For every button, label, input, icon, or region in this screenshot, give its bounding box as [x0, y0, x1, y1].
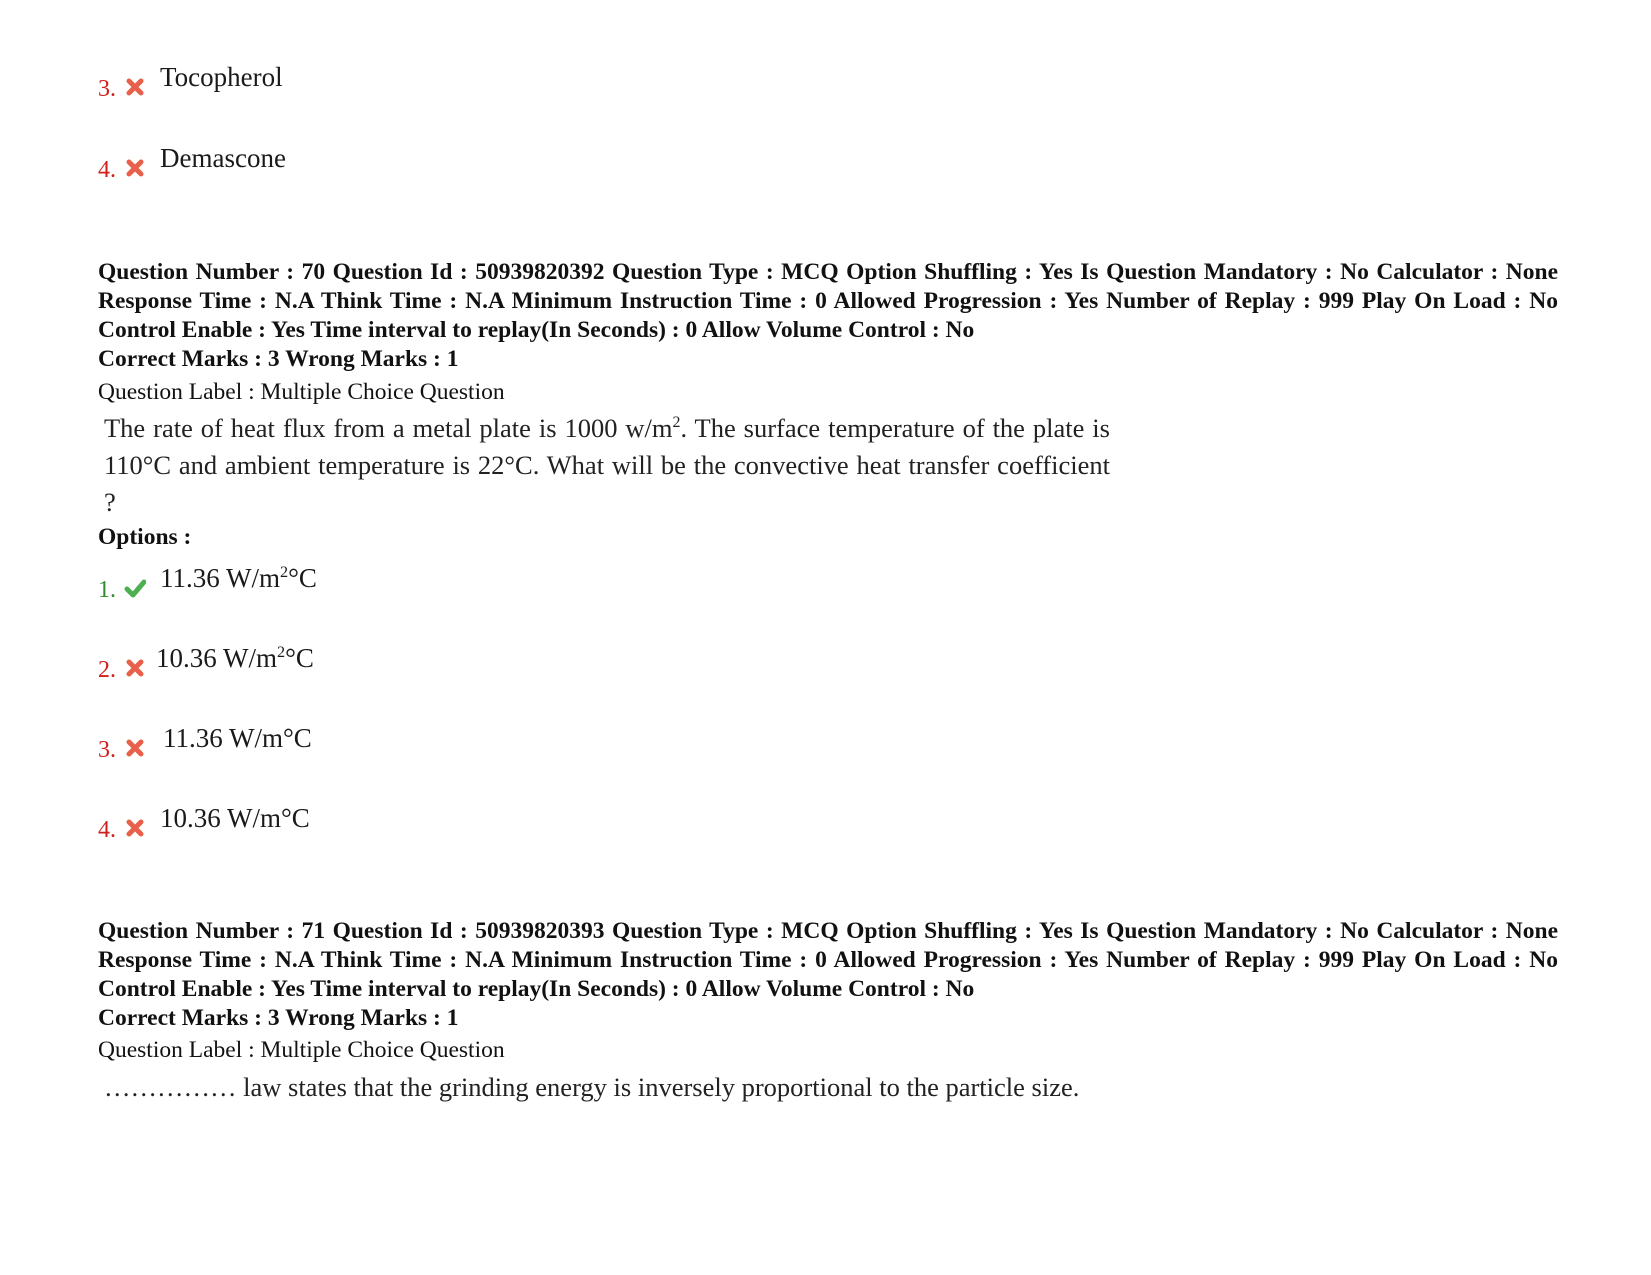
question-71-meta: Question Number : 71 Question Id : 50939820393 Question Type : MCQ Option Shuffling : Yes Is Question Mandatory : No Calculator : None Response Time : N.A Think Time : N.A Minimum Instruction Time : 0 Allowed Progression : Yes Number of Replay : 999 Play On Load : No Control Enable : Yes Time interval to replay(In Seconds) : 0 Allow Volume Control : No [98, 918, 1558, 1002]
option-text: Tocopherol [160, 62, 283, 92]
question-70-text: The rate of heat flux from a metal plate is 1000 $w/m^2$. The surface temperature of the plate is 110°C and ambient temperature is 22°C. What will be the convective heat transfer coefficient ? [104, 413, 1110, 517]
question-70-label: Question Label : Multiple Choice Question [98, 379, 505, 405]
option-number: 3. [98, 737, 116, 763]
question-70-meta: Question Number : 70 Question Id : 50939820392 Question Type : MCQ Option Shuffling : Yes Is Question Mandatory : No Calculator : None Response Time : N.A Think Time : N.A Minimum Instruction Time : 0 Allowed Progression : Yes Number of Replay : 999 Play On Load : No Control Enable : Yes Time interval to replay(In Seconds) : 0 Allow Volume Control : No [98, 259, 1558, 343]
option-number: 2. [98, 657, 116, 683]
question-71-label: Question Label : Multiple Choice Question [98, 1037, 505, 1063]
question-71-text: …………… law states that the grinding energy is inversely proportional to the particle size. [104, 1072, 1080, 1102]
question-71-marks: Correct Marks : 3 Wrong Marks : 1 [98, 1005, 459, 1031]
option-number: 3. [98, 76, 116, 102]
cross-icon [124, 817, 146, 839]
cross-icon [124, 76, 146, 98]
option-number: 4. [98, 817, 116, 843]
option-number: 4. [98, 157, 116, 183]
option-text: 10.36 W/m°C [160, 803, 310, 833]
option-text: 11.36 $W/m^2^\circ C$ [160, 563, 317, 593]
option-text: 11.36 W/m°C [163, 723, 312, 753]
question-70-marks: Correct Marks : 3 Wrong Marks : 1 [98, 346, 459, 372]
options-heading: Options : [98, 524, 192, 550]
check-icon [124, 577, 146, 599]
option-text: 10.36 $W/m^2^\circ C$ [156, 643, 314, 673]
cross-icon [124, 657, 146, 679]
option-text: Demascone [160, 143, 286, 173]
cross-icon [124, 157, 146, 179]
cross-icon [124, 737, 146, 759]
option-number: 1. [98, 577, 116, 603]
